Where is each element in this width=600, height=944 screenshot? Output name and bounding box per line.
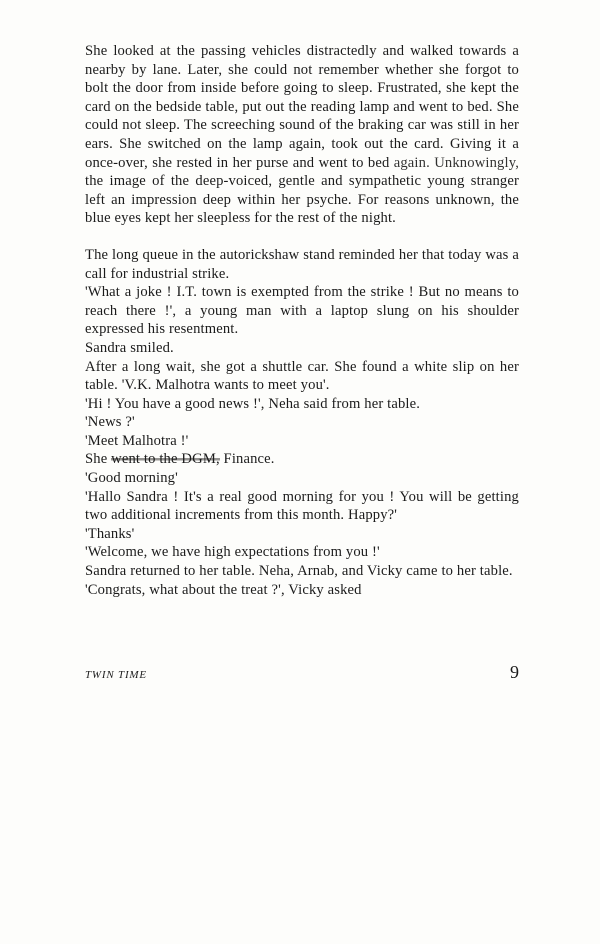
text-content <box>85 42 519 599</box>
text-block: 'Good morning' <box>85 470 178 487</box>
running-title: TWIN TIME <box>85 669 147 681</box>
text-block: 'What a joke ! I.T. town is exempted from the strike ! But no means to reach there !', a young man with a laptop slung on his shoulder expressed his resentment. <box>85 284 519 338</box>
text-block: The long queue in the autorickshaw stand reminded her that today was a call for industrial strike. <box>85 246 519 282</box>
text-span: again. Unknowingly, <box>393 154 519 171</box>
text-block: 'Welcome, we have high expectations from you !' <box>85 544 380 561</box>
text-block: After a long wait, she got a shuttle car. She found a white slip on her table. 'V.K. Malhotra wants to meet you'. <box>85 358 519 394</box>
text-block: Sandra returned to her table. Neha, Arnab, and Vicky came to her table. <box>85 563 513 580</box>
text-span: the image of the deep-voiced, gentle and sympathetic young stranger left an impression deep within her psyche. For reasons unknown, the blue eyes kept her sleepless for the rest of the night. <box>85 173 519 227</box>
text-block: 'Hallo Sandra ! It's a real good morning for you ! You will be getting two additional increments from this month. Happy?' <box>85 488 519 524</box>
text-block: 'News ?' <box>85 414 135 431</box>
page-number: 9 <box>510 662 519 682</box>
text-span: She <box>85 451 112 468</box>
text-block: Sandra smiled. <box>85 339 174 356</box>
text-span: went to the DGM, <box>111 451 220 468</box>
text-span: Finance. <box>219 451 275 468</box>
text-span: She looked at the passing vehicles distractedly and walked towards a nearby by lane. Later, she could not remember whether she forgot to bolt the door from inside before going to sleep. Frustrated, she kept the card on the bedside table, put out the reading lamp and went to bed. She could not sleep. The screeching sound of the braking car was still in her ears. She switched on the lamp again, took out the card. Giving it a once-over, she rested in her purse and went to bed <box>85 43 519 171</box>
text-block: 'Hi ! You have a good news !', Neha said from her table. <box>85 395 421 412</box>
page-footer <box>85 662 519 683</box>
text-block: 'Meet Malhotra !' <box>85 432 189 449</box>
text-block: 'Thanks' <box>85 525 135 542</box>
text-block: 'Congrats, what about the treat ?', Vicky asked <box>85 581 362 598</box>
text-block <box>85 450 519 469</box>
text-block <box>85 42 519 228</box>
